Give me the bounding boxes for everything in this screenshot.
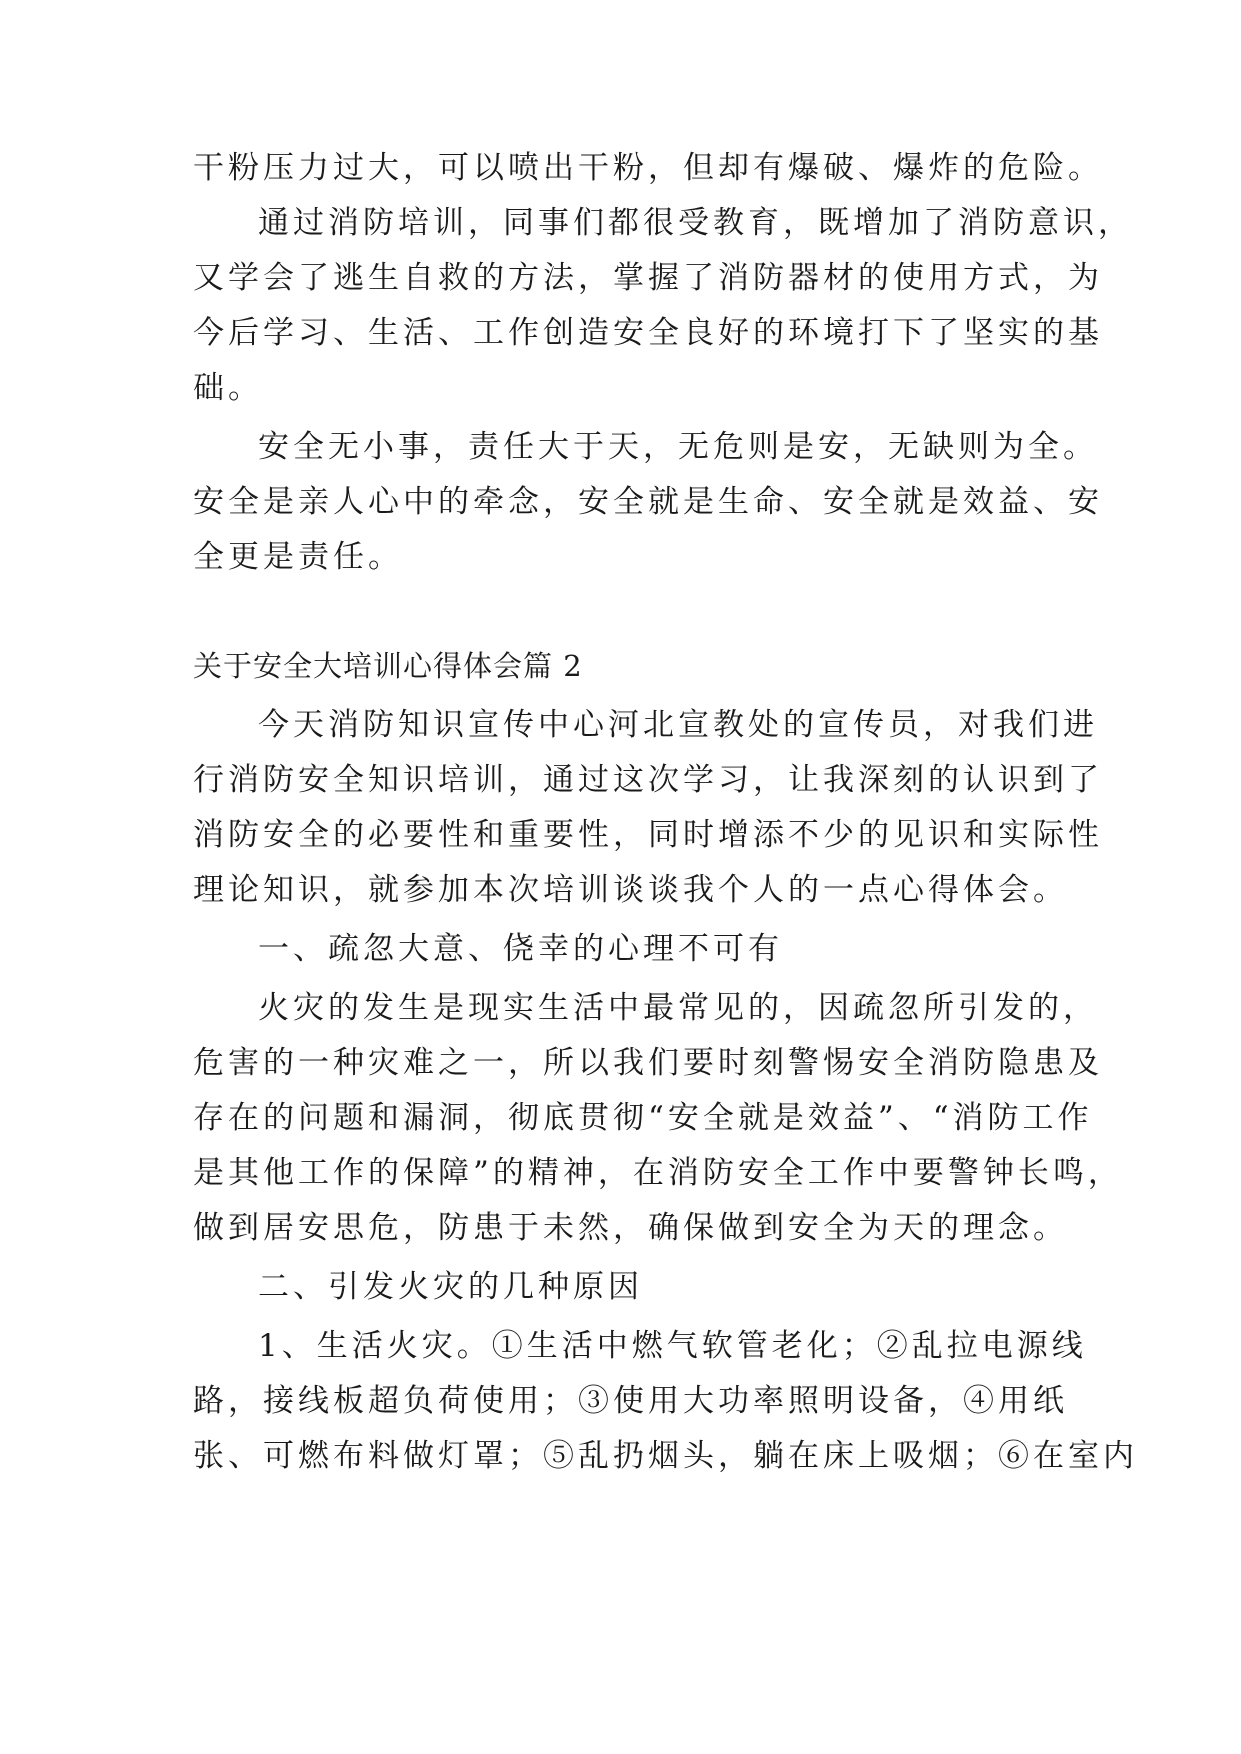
paragraph-line: 消防安全的必要性和重要性，同时增添不少的见识和实际性 <box>193 817 1103 853</box>
paragraph-line: 是其他工作的保障”的精神，在消防安全工作中要警钟长鸣， <box>193 1155 1123 1191</box>
paragraph-line: 存在的问题和漏洞，彻底贯彻“安全就是效益”、“消防工作 <box>193 1100 1093 1136</box>
paragraph-line: 行消防安全知识培训，通过这次学习，让我深刻的认识到了 <box>193 762 1103 798</box>
paragraph-line: 火灾的发生是现实生活中最常见的，因疏忽所引发的， <box>258 990 1098 1026</box>
paragraph-line: 张、可燃布料做灯罩；⑤乱扔烟头，躺在床上吸烟；⑥在室内 <box>193 1438 1138 1474</box>
paragraph-line: 危害的一种灾难之一，所以我们要时刻警惕安全消防隐患及 <box>193 1045 1103 1081</box>
paragraph-line: 1、生活火灾。①生活中燃气软管老化；②乱拉电源线 <box>258 1328 1087 1364</box>
paragraph-line: 今后学习、生活、工作创造安全良好的环境打下了坚实的基 <box>193 315 1103 351</box>
paragraph-line: 干粉压力过大，可以喷出干粉，但却有爆破、爆炸的危险。 <box>193 150 1103 186</box>
paragraph-line: 又学会了逃生自救的方法，掌握了消防器材的使用方式，为 <box>193 260 1103 296</box>
paragraph-line: 今天消防知识宣传中心河北宣教处的宣传员，对我们进 <box>258 707 1098 743</box>
paragraph-line: 一、疏忽大意、侥幸的心理不可有 <box>258 931 783 967</box>
paragraph-line: 础。 <box>193 370 263 406</box>
paragraph-line: 做到居安思危，防患于未然，确保做到安全为天的理念。 <box>193 1210 1068 1246</box>
paragraph-line: 安全是亲人心中的牵念，安全就是生命、安全就是效益、安 <box>193 484 1103 520</box>
section-title: 关于安全大培训心得体会篇 2 <box>193 649 583 683</box>
paragraph-line: 通过消防培训，同事们都很受教育，既增加了消防意识， <box>258 205 1133 241</box>
paragraph-line: 安全无小事，责任大于天，无危则是安，无缺则为全。 <box>258 429 1098 465</box>
paragraph-line: 路，接线板超负荷使用；③使用大功率照明设备，④用纸 <box>193 1383 1068 1419</box>
paragraph-line: 二、引发火灾的几种原因 <box>258 1269 643 1305</box>
paragraph-line: 全更是责任。 <box>193 539 403 575</box>
paragraph-line: 理论知识，就参加本次培训谈谈我个人的一点心得体会。 <box>193 872 1068 908</box>
